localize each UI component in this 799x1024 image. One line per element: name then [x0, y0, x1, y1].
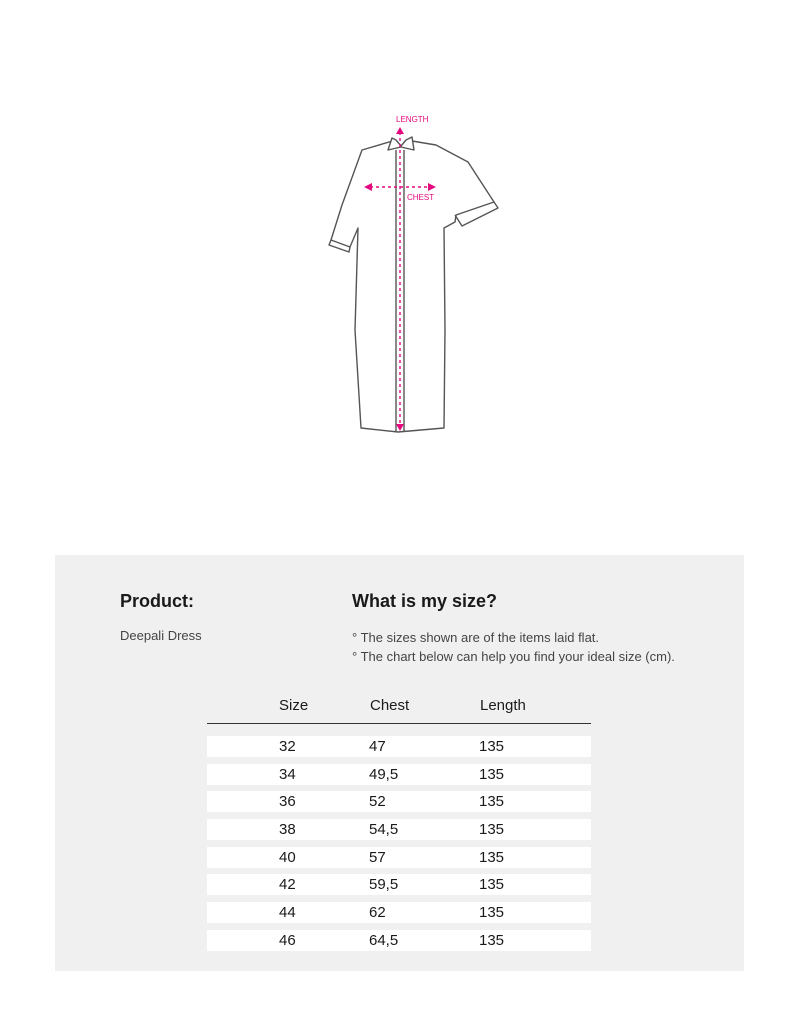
cell-chest: 57: [369, 848, 386, 866]
cell-length: 135: [479, 931, 505, 949]
product-name: Deepali Dress: [120, 628, 202, 643]
cell-length: 135: [479, 793, 505, 811]
cell-chest: 47: [369, 738, 386, 755]
cell-length: 135: [479, 738, 505, 755]
table-row: [207, 930, 591, 951]
note-line: ° The chart below can help you find your ideal size (cm).: [352, 649, 675, 664]
cell-size: 40: [279, 848, 296, 866]
table-row: [207, 736, 591, 757]
cell-size: 36: [279, 793, 296, 811]
cell-size: 46: [279, 931, 296, 949]
table-header: [207, 695, 591, 724]
cell-chest: 59,5: [369, 876, 399, 894]
size-heading: What is my size?: [352, 591, 498, 611]
table-row: [207, 874, 591, 895]
cell-size: 34: [279, 765, 296, 783]
size-notes: [352, 628, 675, 666]
cell-length: 135: [479, 904, 505, 922]
table-row: [207, 819, 591, 840]
table-row: [207, 791, 591, 812]
length-label: LENGTH: [396, 115, 429, 124]
note-line: ° The sizes shown are of the items laid flat.: [352, 630, 600, 645]
header-chest: Chest: [370, 697, 410, 714]
table-row: [207, 764, 591, 785]
header-length: Length: [480, 697, 526, 714]
cell-chest: 64,5: [369, 931, 399, 949]
header-size: Size: [279, 697, 309, 714]
cell-chest: 49,5: [369, 765, 399, 783]
cell-size: 42: [279, 876, 296, 894]
cell-length: 135: [479, 821, 505, 839]
cell-length: 135: [479, 765, 505, 783]
dress-outline: [331, 140, 494, 432]
cell-chest: 62: [369, 904, 386, 922]
cell-size: 32: [279, 738, 296, 755]
cell-size: 44: [279, 904, 296, 922]
table-row: [207, 847, 591, 868]
cell-length: 135: [479, 848, 505, 866]
chest-label: CHEST: [407, 193, 435, 202]
table-row: [207, 902, 591, 923]
cell-chest: 54,5: [369, 821, 399, 839]
cell-length: 135: [479, 876, 505, 894]
dress-illustration: [300, 100, 530, 445]
size-info-panel: [55, 555, 744, 971]
size-table: [207, 695, 591, 958]
cell-chest: 52: [369, 793, 386, 811]
product-heading: Product:: [120, 591, 194, 611]
cell-size: 38: [279, 821, 296, 839]
